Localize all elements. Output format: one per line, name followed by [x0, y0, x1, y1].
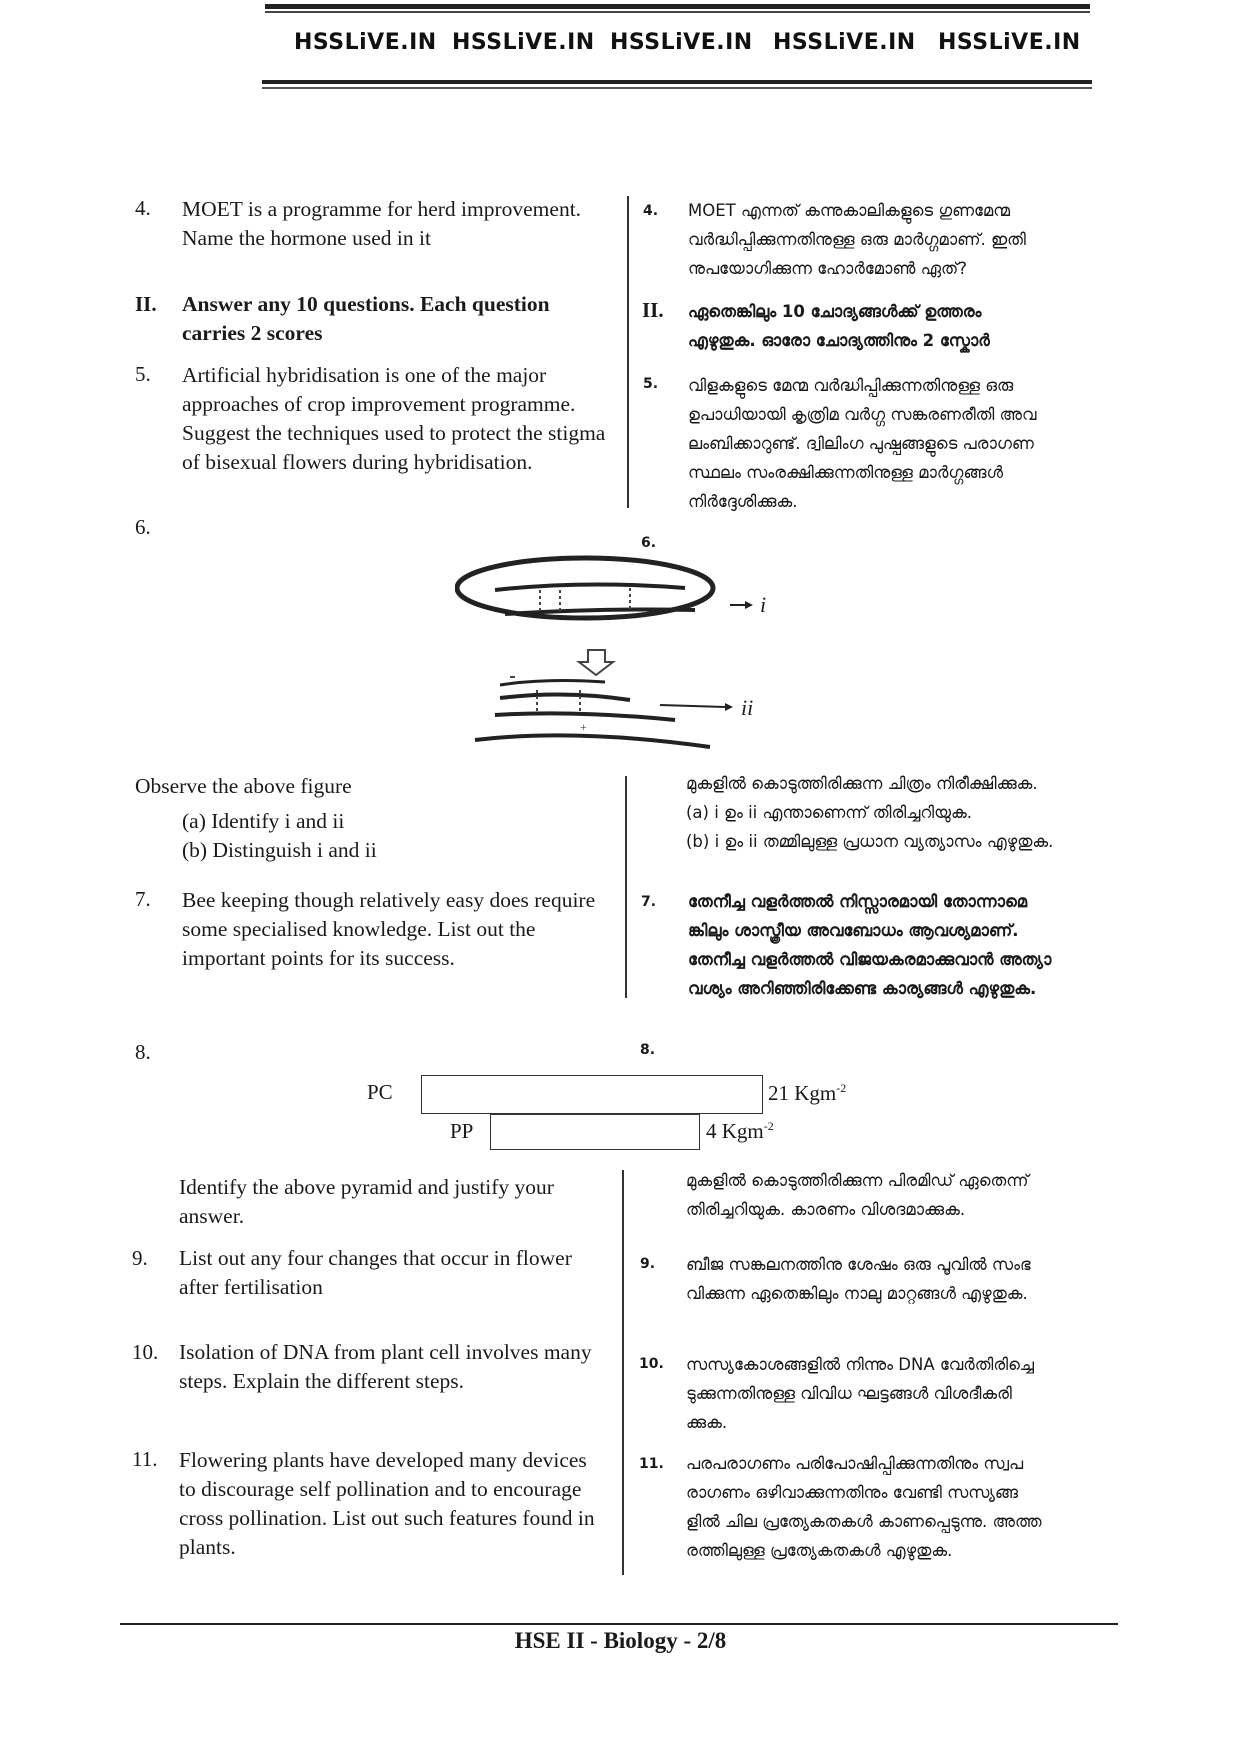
text-line: MOET is a programme for herd improvement.: [182, 197, 582, 221]
text-line: (b) i ഉം ii തമ്മിലുള്ള പ്രധാന വ്യത്യാസം എഴുതുക.: [686, 832, 1054, 851]
pyramid-top-label: PC: [367, 1080, 393, 1104]
text-line: ഏതെങ്കിലും 10 ചോദ്യങ്ങൾക്ക് ഉത്തരം: [688, 302, 982, 321]
text-line: answer.: [179, 1204, 245, 1228]
watermark-text: HSSLiVE.IN: [938, 30, 1081, 55]
question-number-ml: 9.: [640, 1256, 656, 1272]
text-line: വർദ്ധിപ്പിക്കുന്നതിനുള്ള ഒരു മാർഗ്ഗമാണ്. ഇതി: [688, 230, 1026, 249]
question-number-ml: 8.: [640, 1042, 656, 1058]
question-number-ml: 5.: [643, 376, 659, 392]
text-line: (b) Distinguish i and ii: [182, 838, 377, 862]
text-line: Flowering plants have developed many devices: [179, 1448, 587, 1472]
question-9-malayalam: [686, 1250, 1146, 1308]
question-number-ml: 7.: [641, 894, 657, 910]
question-number: 5.: [135, 362, 151, 386]
figure-label-i: i: [760, 592, 767, 617]
question-number: 9.: [132, 1246, 148, 1270]
figure-label-ii: ii: [741, 695, 754, 720]
header-rule-bottom: [262, 80, 1092, 84]
pyramid-bottom-label: PP: [450, 1119, 474, 1143]
text-line: തിരിച്ചറിയുക. കാരണം വിശദമാക്കുക.: [686, 1200, 966, 1219]
text-line: approaches of crop improvement programme.: [182, 392, 576, 416]
text-line: Name the hormone used in it: [182, 226, 431, 250]
question-number-ml: 4.: [643, 203, 659, 219]
text-line: cross pollination. List out such features found in: [179, 1506, 595, 1530]
section-number: II.: [135, 292, 157, 316]
question-7-english: [182, 886, 622, 973]
question-10-english: [179, 1338, 619, 1396]
text-line: വിളകളുടെ മേന്മ വർദ്ധിപ്പിക്കുന്നതിനുള്ള ഒരു: [688, 376, 1014, 395]
header-rule-bottom-thin: [262, 87, 1092, 89]
text-line: MOET എന്നത് കന്നുകാലികളുടെ ഗുണമേന്മ: [688, 201, 1011, 220]
text-line: to discourage self pollination and to encourage: [179, 1477, 582, 1501]
text-line: രത്തിലുള്ള പ്രത്യേകതകൾ എഴുതുക.: [686, 1541, 953, 1560]
text-line: തേനീച്ച വളർത്തൽ വിജയകരമാക്കുവാൻ അത്യാ: [688, 950, 1052, 969]
text-line: List out any four changes that occur in flower: [179, 1246, 572, 1270]
header-rule-top-thin: [265, 11, 1090, 13]
text-line: ലംബിക്കാറുണ്ട്. ദ്വിലിംഗ പുഷ്പങ്ങളുടെ പരാഗണ: [688, 434, 1034, 453]
column-divider: [627, 196, 629, 508]
text-line: നുപയോഗിക്കുന്ന ഹോർമോൺ ഏത്?: [688, 259, 967, 278]
question-8-english: [179, 1173, 619, 1231]
text-line: plants.: [179, 1535, 236, 1559]
column-divider: [625, 776, 627, 998]
text-line: ഉപാധിയായി കൃത്രിമ വർഗ്ഗ സങ്കരണരീതി അവ: [688, 405, 1037, 424]
header-rule-top: [265, 4, 1090, 9]
text-line: രാഗണം ഒഴിവാക്കുന്നതിനും വേണ്ടി സസ്യങ്ങ: [686, 1483, 1018, 1502]
text-line: (a) Identify i and ii: [182, 809, 345, 833]
question-11-malayalam: [686, 1449, 1146, 1565]
label-arrow: [660, 705, 725, 707]
footer-rule: [120, 1623, 1118, 1625]
page-footer: HSE II - Biology - 2/8: [514, 1628, 727, 1653]
question-number: 7.: [135, 887, 151, 911]
strand: [495, 713, 675, 720]
strand: [500, 681, 605, 685]
text-line: സസ്യകോശങ്ങളിൽ നിന്നും DNA വേർതിരിച്ചെ: [686, 1355, 1035, 1374]
text-line: വശ്യം അറിഞ്ഞിരിക്കേണ്ട കാര്യങ്ങൾ എഴുതുക.: [688, 979, 1037, 998]
text-line: ബീജ സങ്കലനത്തിനു ശേഷം ഒരു പൂവിൽ സംഭ: [686, 1255, 1031, 1274]
watermark-text: HSSLiVE.IN: [294, 30, 437, 55]
text-line: എഴുതുക. ഓരോ ചോദ്യത്തിനും 2 സ്കോർ: [688, 331, 990, 350]
text-line: വിക്കുന്ന ഏതെങ്കിലും നാലു മാറ്റങ്ങൾ എഴുതുക.: [686, 1284, 1028, 1303]
question-number: 4.: [135, 196, 151, 220]
pyramid-bottom-bar: [490, 1114, 700, 1150]
question-number: 11.: [132, 1447, 158, 1471]
question-number: 6.: [135, 515, 151, 539]
question-number-ml: 10.: [639, 1356, 664, 1372]
question-number-ml: 6.: [641, 535, 657, 551]
text-line: (a) i ഉം ii എന്താണെന്ന് തിരിച്ചറിയുക.: [686, 803, 972, 822]
question-5-english: [182, 361, 622, 477]
text-line: ക്കുക.: [686, 1413, 728, 1432]
text-line: Artificial hybridisation is one of the major: [182, 363, 547, 387]
section-number-ml: II.: [642, 298, 664, 322]
strand: [475, 735, 710, 747]
question-11-english: [179, 1446, 619, 1562]
figure-label-plus: +: [580, 720, 587, 734]
inner-strand: [495, 584, 685, 590]
text-line: Identify the above pyramid and justify your: [179, 1175, 554, 1199]
text-line: മുകളിൽ കൊടുത്തിരിക്കുന്ന പിരമിഡ് ഏതെന്ന്: [686, 1171, 1029, 1190]
section-heading-malayalam: [688, 297, 1128, 355]
pyramid-top-bar: [421, 1075, 763, 1114]
question-7-malayalam: [688, 887, 1128, 1003]
text-line: നിർദ്ദേശിക്കുക.: [688, 492, 798, 511]
pyramid-top-value: 21 Kgm$^{-2}$: [768, 1081, 847, 1105]
text-line: Answer any 10 questions. Each question: [182, 292, 550, 316]
strand: [500, 694, 630, 700]
question-number-ml: 11.: [639, 1456, 664, 1472]
text-line: Suggest the techniques used to protect the stigma: [182, 421, 606, 445]
watermark-text: HSSLiVE.IN: [773, 30, 916, 55]
text-line: steps. Explain the different steps.: [179, 1369, 465, 1393]
text-line: പരപരാഗണം പരിപോഷിപ്പിക്കുന്നതിനും സ്വപ: [686, 1454, 1024, 1473]
question-5-malayalam: [688, 371, 1128, 516]
text-line: ടുക്കുന്നതിനുള്ള വിവിധ ഘട്ടങ്ങൾ വിശദീകരി: [686, 1384, 1012, 1403]
pyramid-bottom-value: 4 Kgm$^{-2}$: [706, 1119, 774, 1143]
question-9-english: [179, 1244, 619, 1302]
question-10-malayalam: [686, 1350, 1146, 1437]
text-line: some specialised knowledge. List out the: [182, 917, 536, 941]
column-divider: [622, 1170, 624, 1575]
dna-replication-figure: [455, 550, 785, 760]
text-line: Isolation of DNA from plant cell involves many: [179, 1340, 592, 1364]
question-4-english: [182, 195, 622, 253]
watermark-text: HSSLiVE.IN: [610, 30, 753, 55]
text-line: തേനീച്ച വളർത്തൽ നിസ്സാരമായി തോന്നാമെ: [688, 892, 1028, 911]
down-arrow-icon: [579, 650, 613, 675]
text-line: important points for its success.: [182, 946, 455, 970]
text-line: of bisexual flowers during hybridisation.: [182, 450, 533, 474]
watermark-text: HSSLiVE.IN: [452, 30, 595, 55]
text-line: after fertilisation: [179, 1275, 323, 1299]
text-line: Bee keeping though relatively easy does require: [182, 888, 596, 912]
text-line: സ്ഥലം സംരക്ഷിക്കുന്നതിനുള്ള മാർഗ്ഗങ്ങൾ: [688, 463, 1004, 482]
text-line: carries 2 scores: [182, 321, 323, 345]
question-6-parts-english: [182, 807, 602, 865]
question-number: 8.: [135, 1040, 151, 1064]
text-line: മുകളിൽ കൊടുത്തിരിക്കുന്ന ചിത്രം നിരീക്ഷിക്കുക.: [686, 774, 1038, 793]
section-heading-english: [182, 290, 622, 348]
question-8-malayalam: [686, 1166, 1146, 1224]
text-line: ങ്കിലും ശാസ്ത്രീയ അവബോധം ആവശ്യമാണ്.: [688, 921, 1019, 940]
question-4-malayalam: [688, 196, 1128, 283]
question-6-intro-english: Observe the above figure: [135, 774, 352, 798]
question-6-malayalam: [686, 769, 1146, 856]
question-number: 10.: [132, 1340, 159, 1364]
text-line: ളിൽ ചില പ്രത്യേകതകൾ കാണപ്പെടുന്നു. അത്ത: [686, 1512, 1042, 1531]
